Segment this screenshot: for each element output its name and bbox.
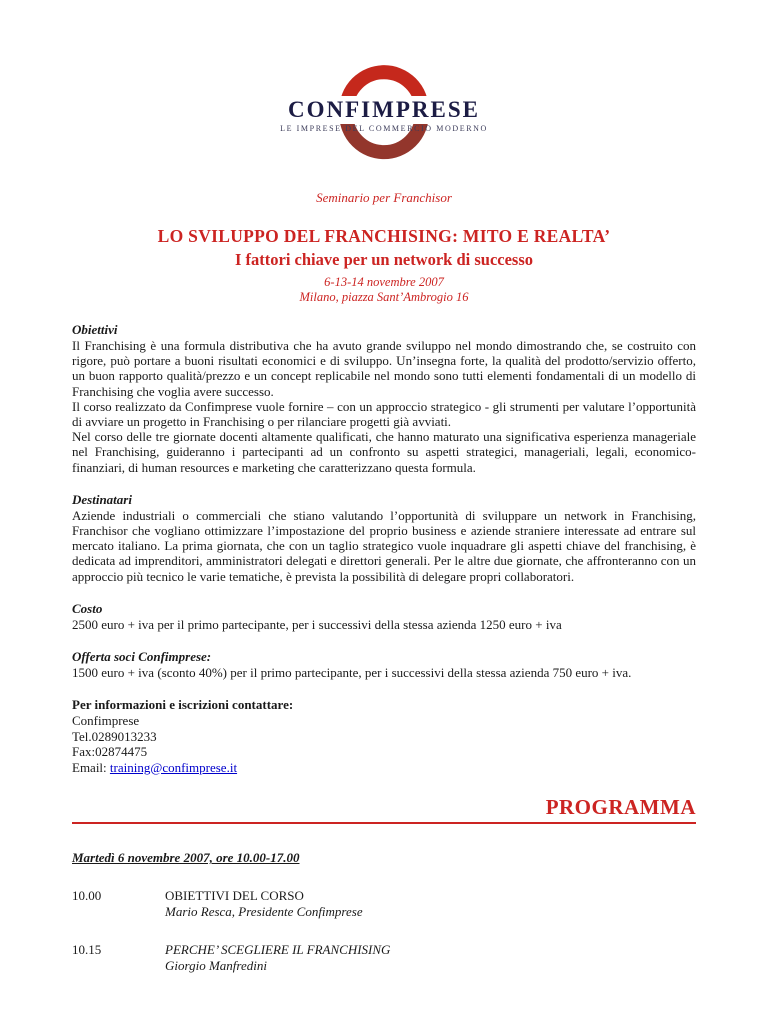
cost-paragraph: 2500 euro + iva per il primo partecipante, per i successivi della stessa azienda 1250 euro + iva [72, 616, 562, 632]
section-objectives [72, 322, 696, 475]
schedule-row [72, 942, 696, 974]
schedule-row [72, 888, 696, 920]
contact-fax: Fax:02874475 [72, 744, 148, 760]
contact-email-line [72, 760, 696, 776]
page-title: LO SVILUPPO DEL FRANCHISING: MITO E REALTA’ [157, 226, 611, 246]
logo-brand-text: CONFIMPRESE [234, 96, 534, 124]
objectives-paragraph-2: Il corso realizzato da Confimprese vuole fornire – con un approccio strategico - gli strumenti per valutare l’opportunità di avviare un progetto in Franchising o per rilanciare progetti già avviati. [72, 398, 696, 430]
recipients-paragraph: Aziende industriali o commerciali che stiano valutando l’opportunità di sviluppare un network in Franchising, Franchisor che vogliano ottimizzare l’impostazione del proprio business e aziende straniere interessate ad entrare sul mercato italiano. La prima giornata, che con un taglio strategico vuole inquadrare gli aspetti chiave del franchising, è dedicata ad imprenditori, amministratori delegati e direttori generali. Per le altre due giornate, che affronteranno con un approccio più tecnico le varie tematiche, è prevista la possibilità di delegare propri collaboratori. [72, 507, 696, 584]
recipients-heading: Destinatari [72, 491, 132, 507]
section-contact [72, 697, 696, 775]
schedule-title: PERCHE’ SCEGLIERE IL FRANCHISING [165, 942, 391, 958]
confimprese-logo [234, 56, 534, 174]
schedule-speaker: Giorgio Manfredini [165, 958, 267, 974]
objectives-paragraph-3: Nel corso delle tre giornate docenti altamente qualificati, che hanno maturato una significativa esperienza manageriale nel Franchising, guideranno i partecipanti ad un confronto su aspetti strategici, manageriali, legali, economico-finanziari, di human resources e marketing che caratterizzano questa formula. [72, 429, 696, 475]
page-subtitle: I fattori chiave per un network di successo [234, 250, 534, 269]
offer-paragraph: 1500 euro + iva (sconto 40%) per il primo partecipante, per i successivi della stessa azienda 750 euro + iva. [72, 665, 632, 681]
schedule-title: OBIETTIVI DEL CORSO [165, 888, 304, 904]
contact-phone: Tel.0289013233 [72, 728, 157, 744]
email-label: Email: [72, 759, 110, 775]
program-day-heading: Martedì 6 novembre 2007, ore 10.00-17.00 [72, 850, 300, 866]
schedule-speaker: Mario Resca, Presidente Confimprese [165, 904, 363, 920]
cost-heading: Costo [72, 600, 103, 616]
schedule-time: 10.15 [72, 942, 102, 958]
objectives-paragraph-1: Il Franchising è una formula distributiva che ha avuto grande sviluppo nel mondo dimostrando che, se costruito con rigore, può portare a buoni risultati economici e di sviluppo. Un’insegna forte, la qualità del prodotto/servizio offerto, un buon rapporto qualità/prezzo e un concept replicabile nel mondo sono tutti elementi fondamentali di un modello di Franchising che voglia avere successo. [72, 338, 696, 399]
offer-heading: Offerta soci Confimprese: [72, 649, 212, 665]
section-cost [72, 601, 696, 632]
section-member-offer [72, 649, 696, 680]
event-dates: 6-13-14 novembre 2007 [324, 275, 444, 289]
program-heading: PROGRAMMA [72, 795, 696, 824]
schedule-entry [165, 888, 696, 920]
contact-heading: Per informazioni e iscrizioni contattare: [72, 697, 294, 713]
seminar-kicker: Seminario per Franchisor [316, 190, 452, 205]
program-schedule [72, 888, 696, 974]
schedule-time: 10.00 [72, 888, 102, 904]
objectives-heading: Obiettivi [72, 322, 118, 337]
event-location: Milano, piazza Sant’Ambrogio 16 [299, 290, 469, 304]
email-link[interactable]: training@confimprese.it [109, 759, 238, 775]
schedule-entry [165, 942, 696, 974]
contact-company: Confimprese [72, 713, 140, 729]
section-recipients [72, 492, 696, 584]
logo-tagline: LE IMPRESE DEL COMMERCIO MODERNO [280, 124, 488, 133]
